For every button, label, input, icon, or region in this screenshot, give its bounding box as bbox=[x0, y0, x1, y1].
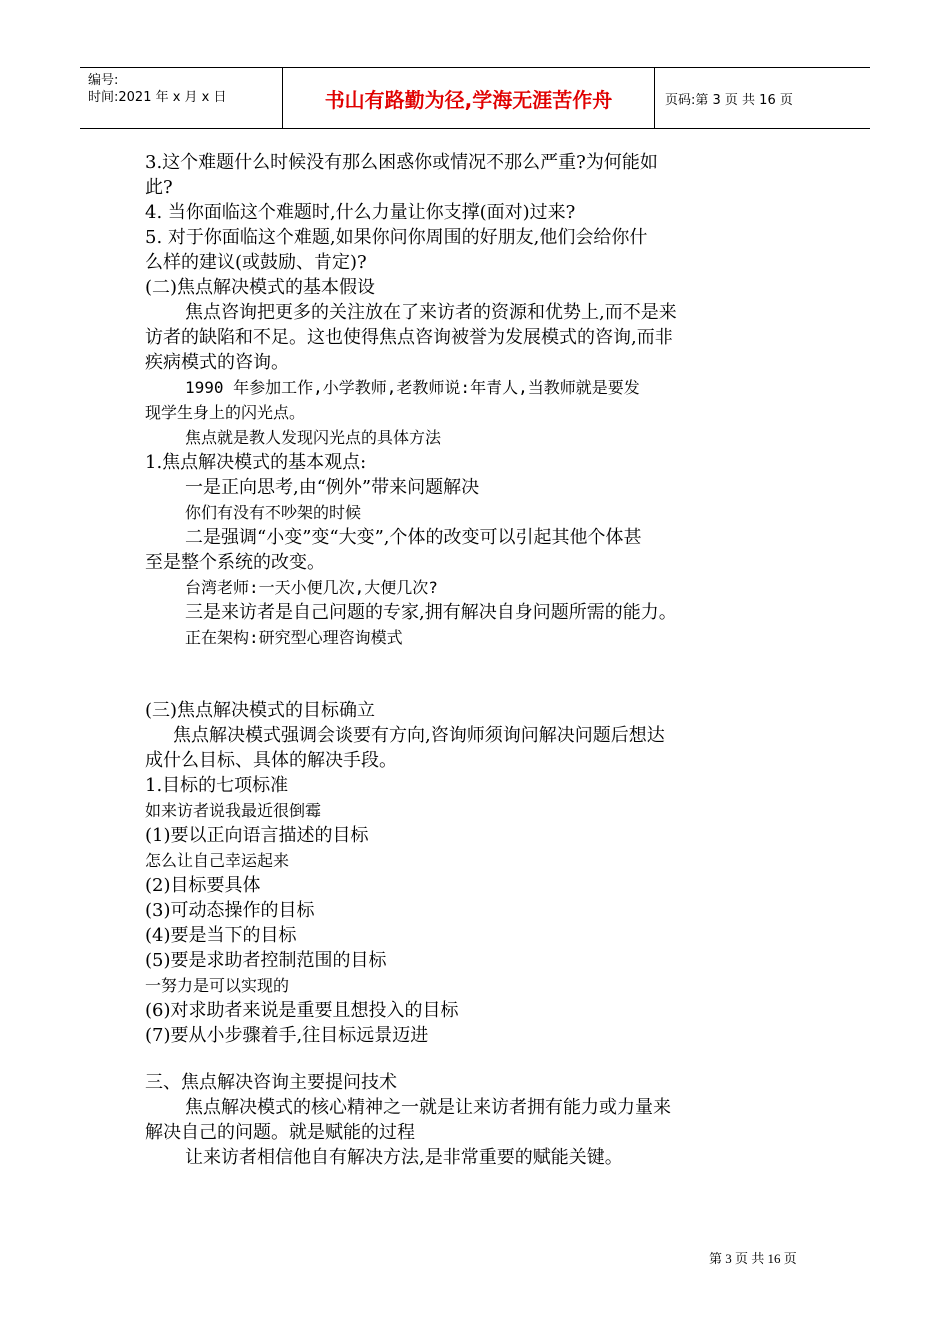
section-title: 三、焦点解决咨询主要提问技术 bbox=[145, 1072, 397, 1093]
serial-label: 编号: bbox=[88, 73, 119, 88]
list-item: (7)要从小步骤着手,往目标远景迈进 bbox=[145, 1025, 429, 1046]
page-header bbox=[80, 67, 870, 129]
paragraph: 三是来访者是自己问题的专家,拥有解决自身问题所需的能力。 bbox=[185, 602, 677, 623]
header-page-info: 页码:第 3 页 共 16 页 bbox=[665, 92, 793, 108]
paragraph: 么样的建议(或鼓励、肯定)? bbox=[145, 252, 367, 273]
note: 焦点就是教人发现闪光点的具体方法 bbox=[185, 428, 442, 447]
spacer bbox=[145, 1048, 815, 1070]
note: 现学生身上的闪光点。 bbox=[145, 403, 306, 422]
note: 如来访者说我最近很倒霉 bbox=[145, 801, 322, 820]
paragraph: 此? bbox=[145, 177, 173, 198]
header-meta bbox=[80, 68, 282, 128]
paragraph: 焦点解决模式的核心精神之一就是让来访者拥有能力或力量来 bbox=[185, 1097, 671, 1118]
subheading: 1.目标的七项标准 bbox=[145, 775, 289, 796]
note: 台湾老师:一天小便几次,大便几次? bbox=[185, 578, 438, 597]
list-item: (4)要是当下的目标 bbox=[145, 925, 297, 946]
list-item: (3)可动态操作的目标 bbox=[145, 900, 315, 921]
list-item: (1)要以正向语言描述的目标 bbox=[145, 825, 369, 846]
paragraph: 焦点解决模式强调会谈要有方向,咨询师须询问解决问题后想达 bbox=[173, 725, 665, 746]
header-motto: 书山有路勤为径,学海无涯苦作舟 bbox=[282, 68, 655, 128]
note: 怎么让自己幸运起来 bbox=[145, 851, 290, 870]
paragraph: 让来访者相信他自有解决方法,是非常重要的赋能关键。 bbox=[185, 1147, 623, 1168]
note: 你们有没有不吵架的时候 bbox=[185, 503, 362, 522]
list-item: (6)对求助者来说是重要且想投入的目标 bbox=[145, 1000, 459, 1021]
spacer bbox=[145, 650, 815, 698]
paragraph: 焦点咨询把更多的关注放在了来访者的资源和优势上,而不是来 bbox=[185, 302, 677, 323]
note: 正在架构:研究型心理咨询模式 bbox=[185, 628, 403, 647]
date-line: 时间:2021 年 x 月 x 日 bbox=[88, 90, 227, 105]
page-footer: 第 3 页 共 16 页 bbox=[709, 1251, 797, 1266]
subheading: 1.焦点解决模式的基本观点: bbox=[145, 452, 367, 473]
paragraph: 疾病模式的咨询。 bbox=[145, 352, 289, 373]
paragraph: 5. 对于你面临这个难题,如果你问你周围的好朋友,他们会给你什 bbox=[145, 227, 648, 248]
paragraph: 4. 当你面临这个难题时,什么力量让你支撑(面对)过来? bbox=[145, 202, 576, 223]
paragraph: 访者的缺陷和不足。这也使得焦点咨询被誉为发展模式的咨询,而非 bbox=[145, 327, 673, 348]
document-body bbox=[145, 150, 815, 1170]
section-title: (二)焦点解决模式的基本假设 bbox=[145, 277, 376, 298]
paragraph: 二是强调“小变”变“大变”,个体的改变可以引起其他个体甚 bbox=[185, 527, 642, 548]
note: 一努力是可以实现的 bbox=[145, 976, 290, 995]
list-item: (2)目标要具体 bbox=[145, 875, 261, 896]
paragraph: 至是整个系统的改变。 bbox=[145, 552, 325, 573]
paragraph: 成什么目标、具体的解决手段。 bbox=[145, 750, 397, 771]
paragraph: 3.这个难题什么时候没有那么困惑你或情况不那么严重?为何能如 bbox=[145, 152, 658, 173]
section-title: (三)焦点解决模式的目标确立 bbox=[145, 700, 376, 721]
note: 1990 年参加工作,小学教师,老教师说:年青人,当教师就是要发 bbox=[185, 378, 640, 397]
list-item: (5)要是求助者控制范围的目标 bbox=[145, 950, 387, 971]
paragraph: 解决自己的问题。就是赋能的过程 bbox=[145, 1122, 415, 1143]
paragraph: 一是正向思考,由“例外”带来问题解决 bbox=[185, 477, 480, 498]
